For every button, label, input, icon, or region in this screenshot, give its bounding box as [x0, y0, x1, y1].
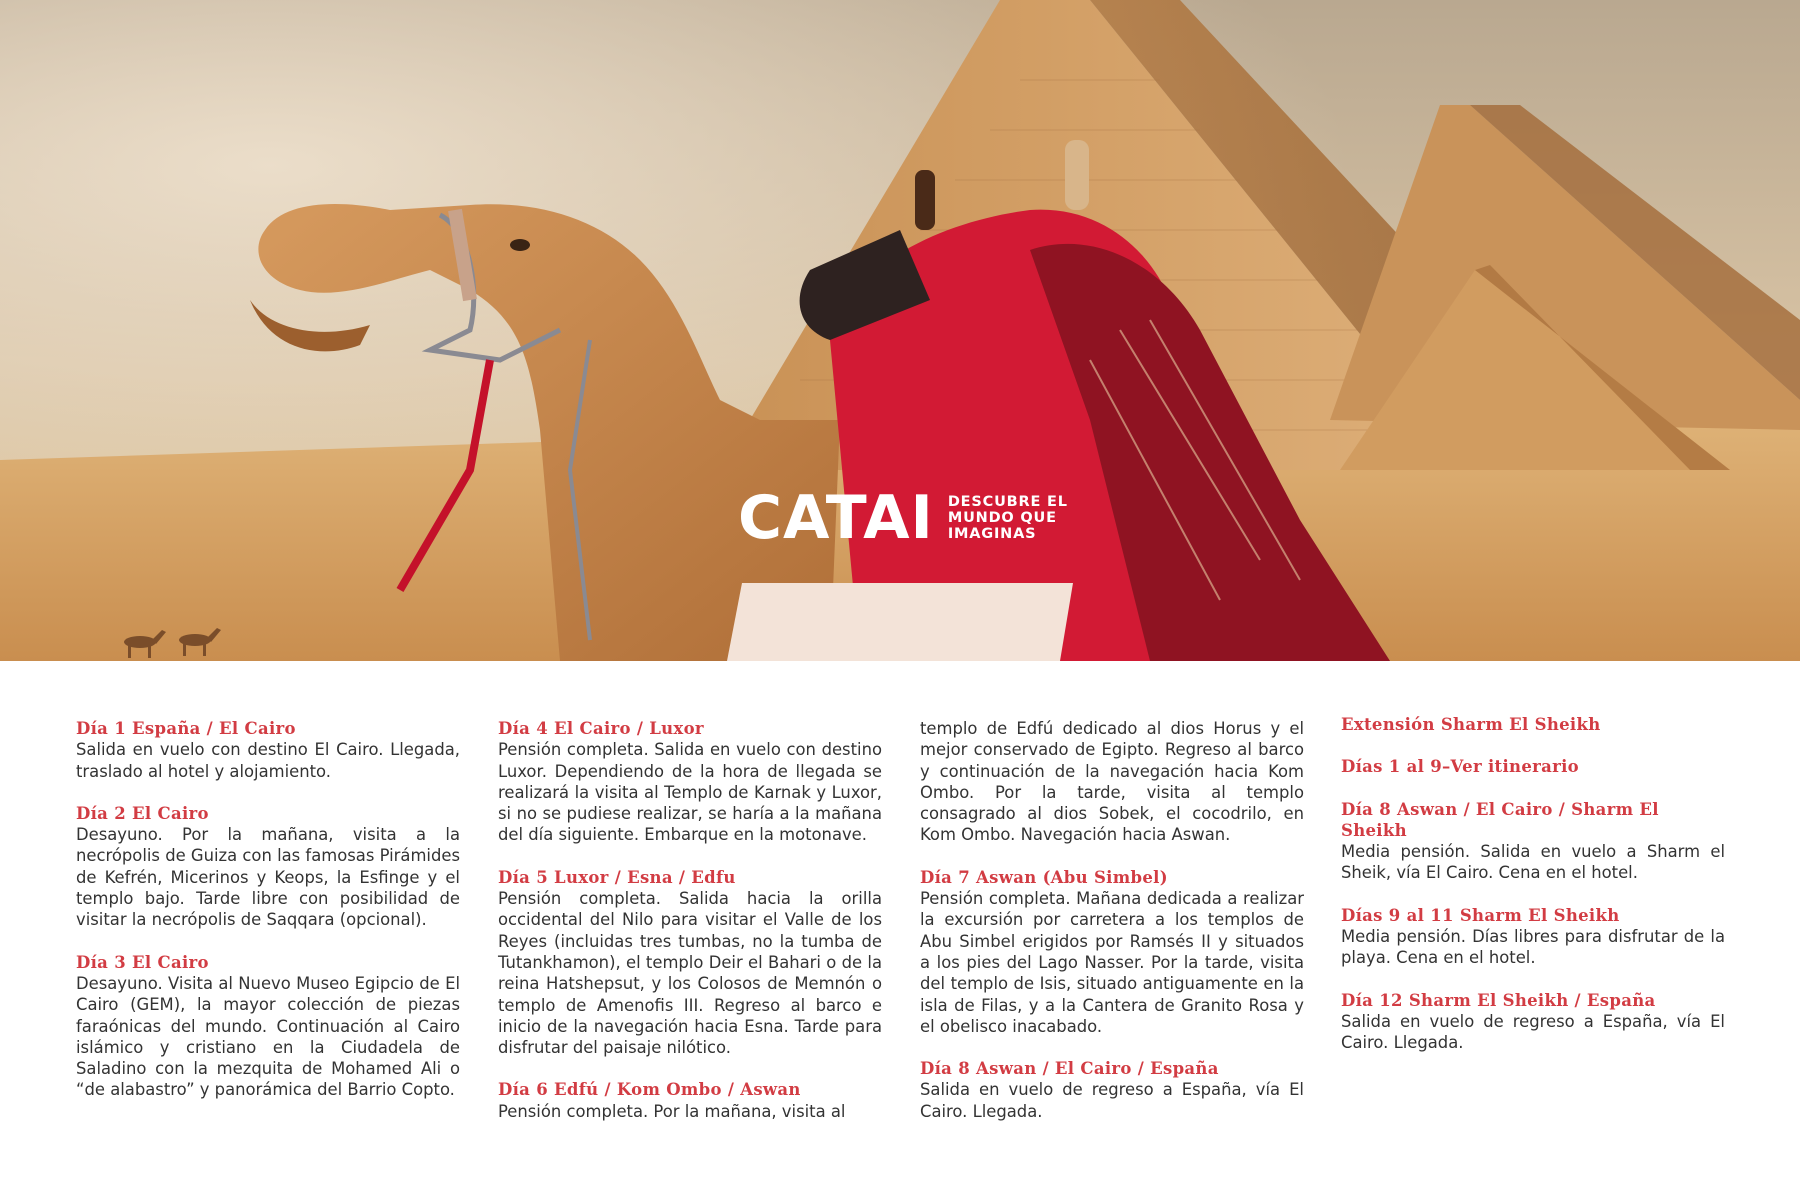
- day-text: Media pensión. Días libres para disfrutar de la playa. Cena en el hotel.: [1341, 927, 1725, 968]
- day-text: Pensión completa. Salida en vuelo con destino Luxor. Dependiendo de la hora de llegada se realizará la visita al Templo de Karnak y Luxor, si no se pudiese realizar, se haría a la mañana del día siguiente. Embarque en la motonave.: [498, 740, 882, 845]
- day-title: Día 12 Sharm El Sheikh / España: [1341, 990, 1656, 1010]
- day-text: Desayuno. Por la mañana, visita a la necrópolis de Guiza con las famosas Pirámides de Kefrén, Micerinos y Keops, la Esfinge y el templo bajo. Tarde libre con posibilidad de visitar la necrópolis de Saqqara (opcional).: [76, 825, 460, 930]
- day-title: Días 9 al 11 Sharm El Sheikh: [1341, 905, 1620, 925]
- day-title: Día 1 España / El Cairo: [76, 719, 296, 738]
- day-entry: [76, 803, 460, 931]
- day-title: Día 3 El Cairo: [76, 952, 209, 972]
- itinerary-column-2: [498, 718, 882, 1143]
- day-entry: [920, 1058, 1304, 1122]
- day-title: Día 2 El Cairo: [76, 803, 209, 823]
- day-entry: [1341, 990, 1725, 1054]
- day-text: Salida en vuelo de regreso a España, vía El Cairo. Llegada.: [920, 1080, 1304, 1121]
- logo-wordmark: CATAI: [738, 483, 934, 553]
- day-entry: [76, 718, 460, 782]
- day-title: Día 5 Luxor / Esna / Edfu: [498, 867, 736, 887]
- day-title: Días 1 al 9–Ver itinerario: [1341, 757, 1579, 777]
- day-text: Salida en vuelo de regreso a España, vía El Cairo. Llegada.: [1341, 1011, 1725, 1053]
- itinerary-column-4: [1341, 714, 1725, 1075]
- day-text: Pensión completa. Por la mañana, visita al: [498, 1101, 846, 1121]
- day-text: Pensión completa. Salida hacia la orilla occidental del Nilo para visitar el Valle de los Reyes (incluidas tres tumbas, no la tumba de Tutankhamon), el templo Deir el Bahari o de la reina Hatshepsut, y los Colosos de Memnón o templo de Amenofis III. Regreso al barco e inicio de la navegación hacia Esna. Tarde para disfrutar del paisaje nilótico.: [498, 889, 882, 1058]
- day-text: Pensión completa. Mañana dedicada a realizar la excursión por carretera a los templos de Abu Simbel erigidos por Ramsés II y situados a los pies del Lago Nasser. Por la tarde, visita del templo de Isis, situado antiguamente en la isla de Filas, y a la Cantera de Granito Rosa y el obelisco inacabado.: [920, 889, 1304, 1036]
- day-entry: [498, 718, 882, 846]
- extension-title: Extensión Sharm El Sheikh: [1341, 715, 1601, 734]
- day-entry: [498, 1079, 882, 1122]
- day-text: Desayuno. Visita al Nuevo Museo Egipcio de El Cairo (GEM), la mayor colección de piezas faraónicas del mundo. Continuación al Cairo islámico y cristiano en la Ciudadela de Saladino con la mezquita de Mohamed Ali o “de alabastro” y panorámica del Barrio Copto.: [76, 973, 460, 1100]
- catai-logo: [738, 483, 1068, 553]
- day-title: Día 8 Aswan / El Cairo / España: [920, 1059, 1219, 1079]
- day-title: Día 4 El Cairo / Luxor: [498, 719, 704, 738]
- tagline-line: IMAGINAS: [947, 526, 1037, 542]
- day-entry-continued: [920, 718, 1304, 846]
- day-text: templo de Edfú dedicado al dios Horus y el mejor conservado de Egipto. Regreso al barco y continuación de la navegación hacia Kom Ombo. Por la tarde, visita al templo consagrado al dios Sobek, el cocodrilo, en Kom Ombo. Navegación hacia Aswan.: [920, 719, 1304, 845]
- day-text: Salida en vuelo con destino El Cairo. Llegada, traslado al hotel y alojamiento.: [76, 740, 460, 781]
- day-title: Día 7 Aswan (Abu Simbel): [920, 867, 1168, 887]
- day-entry: [920, 867, 1304, 1037]
- logo-tagline: [948, 494, 1068, 542]
- photo-tab: [727, 583, 1073, 661]
- day-title: Día 8 Aswan / El Cairo / Sharm El Sheikh: [1341, 799, 1659, 840]
- day-entry: [76, 952, 460, 1101]
- tagline-line: MUNDO QUE: [947, 510, 1057, 526]
- day-entry: [498, 867, 882, 1059]
- day-entry: [1341, 905, 1725, 969]
- day-title: Día 6 Edfú / Kom Ombo / Aswan: [498, 1080, 801, 1100]
- day-text: Media pensión. Salida en vuelo a Sharm el Sheik, vía El Cairo. Cena en el hotel.: [1341, 842, 1725, 883]
- day-entry: [1341, 799, 1725, 884]
- itinerary-column-3: [920, 718, 1304, 1143]
- tagline-line: DESCUBRE EL: [947, 494, 1068, 510]
- itinerary-column-1: [76, 718, 460, 1122]
